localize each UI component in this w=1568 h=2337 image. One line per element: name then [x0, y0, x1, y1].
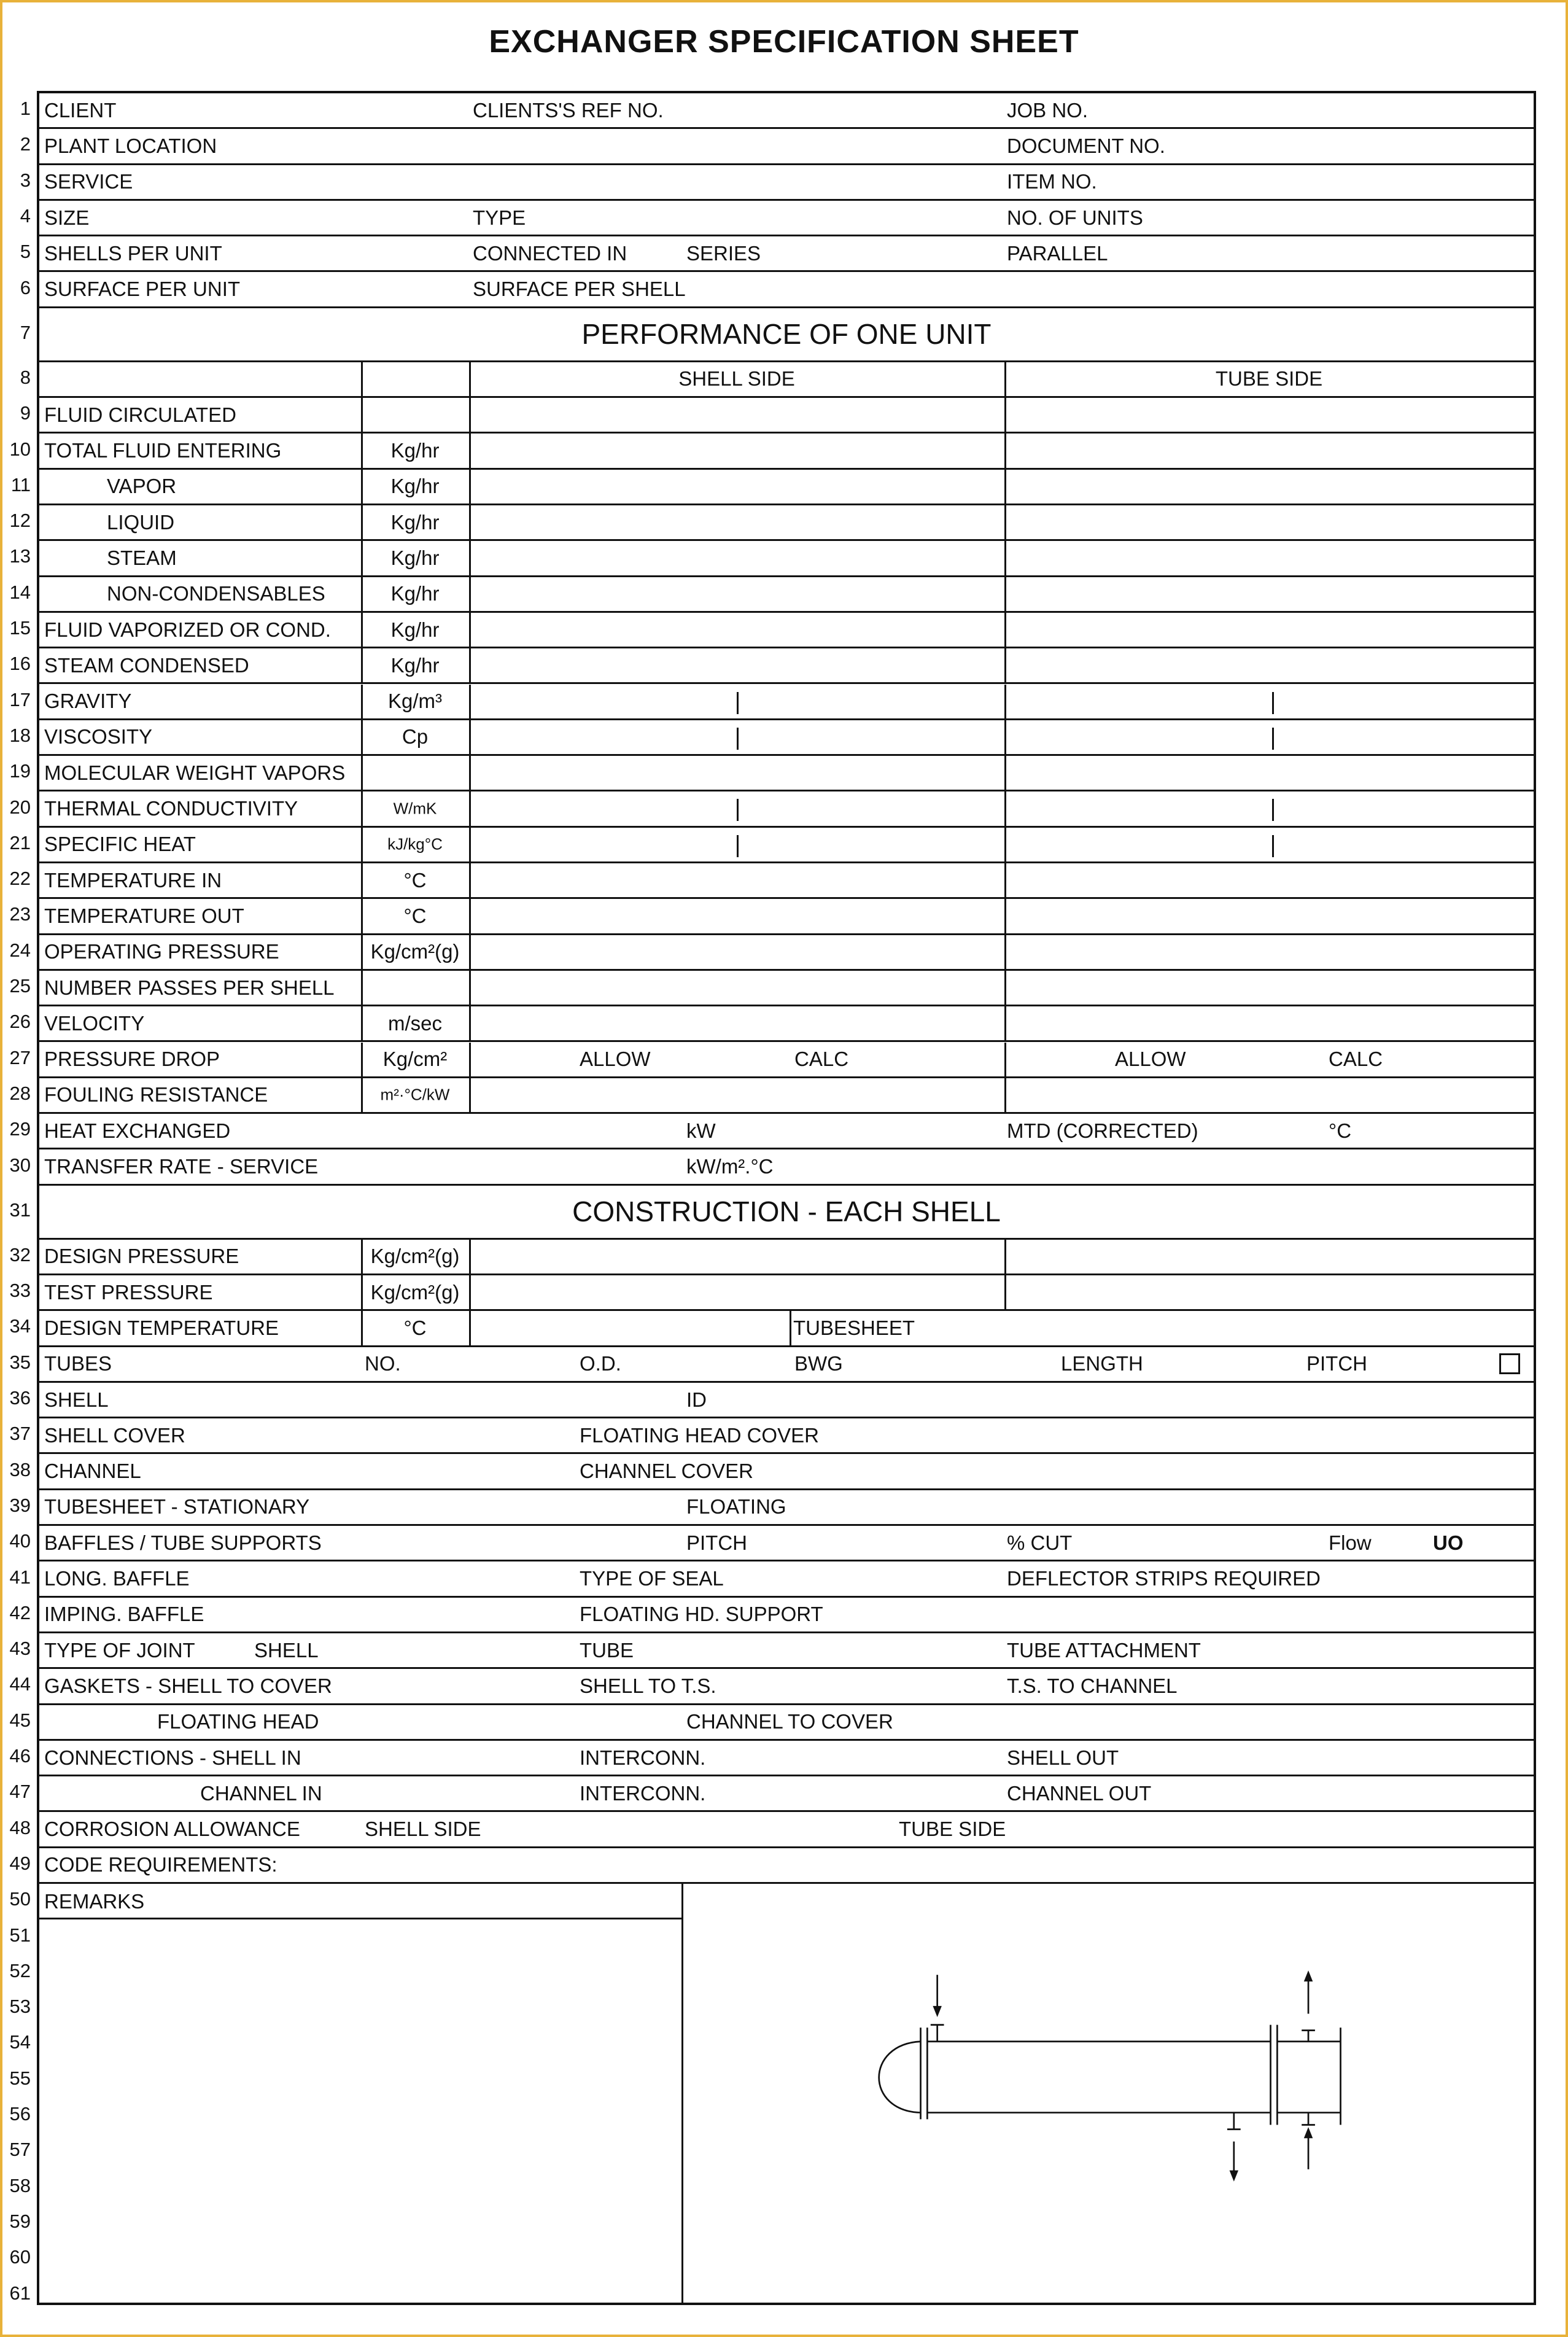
row-number: 17	[9, 688, 31, 710]
row-floating-head	[39, 1705, 1534, 1741]
design-pressure-label: DESIGN PRESSURE	[44, 1245, 239, 1268]
row-perf-9	[39, 398, 1534, 434]
row-perf-14	[39, 577, 1534, 613]
imping-baffle-label: IMPING. BAFFLE	[44, 1603, 204, 1626]
row-number: 24	[9, 939, 31, 961]
flow-label: Flow	[1329, 1531, 1372, 1554]
column-divider	[469, 899, 471, 933]
row-corrosion	[39, 1813, 1534, 1848]
column-divider	[469, 505, 471, 539]
row-test-pressure	[39, 1275, 1534, 1311]
column-divider	[1004, 828, 1006, 861]
uo-label: UO	[1433, 1531, 1464, 1554]
tube-allow-label: ALLOW	[1115, 1048, 1186, 1071]
column-divider	[361, 756, 363, 790]
design-pressure-unit: Kg/cm²(g)	[370, 1245, 460, 1268]
row-imping-baffle	[39, 1598, 1534, 1633]
column-divider	[469, 1006, 471, 1040]
column-divider	[1004, 470, 1006, 504]
row-connections-shell	[39, 1741, 1534, 1776]
column-divider	[469, 720, 471, 754]
perf-unit: kJ/kg°C	[387, 834, 443, 854]
column-divider	[469, 935, 471, 969]
row-number: 40	[9, 1530, 31, 1552]
connections-shell-in-label: CONNECTIONS - SHELL IN	[44, 1746, 301, 1769]
perf-label: VELOCITY	[44, 1011, 145, 1035]
sub-divider	[1272, 835, 1274, 857]
column-divider	[469, 1240, 471, 1273]
column-divider	[469, 863, 471, 897]
row-number: 10	[9, 438, 31, 460]
row-perf-28	[39, 1078, 1534, 1114]
baffles-label: BAFFLES / TUBE SUPPORTS	[44, 1531, 322, 1554]
tubes-od-label: O.D.	[580, 1352, 621, 1375]
column-divider	[469, 756, 471, 790]
clients-ref-label: CLIENTS'S REF NO.	[473, 98, 664, 122]
plant-location-label: PLANT LOCATION	[44, 134, 217, 157]
perf-unit: Kg/cm²	[382, 1048, 448, 1071]
row-number: 22	[9, 868, 31, 890]
remarks-label: REMARKS	[44, 1890, 145, 1913]
row-number: 5	[20, 241, 31, 263]
tube-side-header: TUBE SIDE	[1215, 367, 1323, 391]
row-surface	[39, 273, 1534, 308]
perf-unit: Kg/hr	[390, 475, 440, 498]
row-perf-21	[39, 828, 1534, 863]
row-number: 15	[9, 617, 31, 639]
row-number: 58	[9, 2174, 31, 2196]
perf-unit: Kg/hr	[390, 618, 440, 641]
row-perf-25	[39, 971, 1534, 1006]
code-requirements-label: CODE REQUIREMENTS:	[44, 1853, 278, 1876]
document-no-label: DOCUMENT NO.	[1007, 134, 1165, 157]
column-divider	[469, 434, 471, 467]
tubes-no-label: NO.	[365, 1352, 401, 1375]
job-no-label: JOB NO.	[1007, 98, 1089, 122]
perf-unit: Kg/hr	[390, 653, 440, 677]
row-number: 55	[9, 2067, 31, 2089]
row-number: 19	[9, 760, 31, 782]
column-divider	[469, 1078, 471, 1112]
size-label: SIZE	[44, 206, 90, 229]
sub-divider	[737, 692, 739, 714]
shell-out-label: SHELL OUT	[1007, 1746, 1119, 1769]
column-divider	[469, 828, 471, 861]
perf-unit: Kg/cm²(g)	[370, 940, 460, 963]
tubesheet-label: TUBESHEET	[793, 1316, 915, 1339]
column-divider	[469, 1311, 471, 1345]
row-number: 52	[9, 1959, 31, 1981]
design-temperature-unit: °C	[403, 1316, 427, 1339]
channel-to-cover-label: CHANNEL TO COVER	[686, 1710, 893, 1733]
channel-in-label: CHANNEL IN	[200, 1781, 322, 1805]
mtd-label: MTD (CORRECTED)	[1007, 1119, 1198, 1142]
column-divider	[1004, 398, 1006, 432]
row-number: 50	[9, 1888, 31, 1910]
pitch-checkbox[interactable]	[1499, 1353, 1520, 1374]
column-divider	[1004, 1006, 1006, 1040]
row-perf-12	[39, 505, 1534, 541]
tubesheet-stationary-label: TUBESHEET - STATIONARY	[44, 1495, 310, 1518]
perf-label: SPECIFIC HEAT	[44, 833, 196, 856]
row-perf-15	[39, 613, 1534, 648]
sub-divider	[737, 835, 739, 857]
perf-label: FOULING RESISTANCE	[44, 1083, 268, 1106]
perf-label: VAPOR	[107, 475, 177, 498]
column-divider	[361, 398, 363, 432]
row-number: 44	[9, 1673, 31, 1695]
row-number: 6	[20, 276, 31, 298]
tubes-length-label: LENGTH	[1061, 1352, 1143, 1375]
column-divider	[1004, 720, 1006, 754]
construction-heading: CONSTRUCTION - EACH SHELL	[572, 1196, 1001, 1228]
row-number: 23	[9, 903, 31, 925]
row-number: 7	[20, 321, 31, 343]
remarks-diagram-divider	[681, 1884, 683, 2303]
row-service	[39, 165, 1534, 201]
row-perf-17	[39, 685, 1534, 720]
row-number: 51	[9, 1924, 31, 1946]
row-construction-heading	[39, 1186, 1534, 1240]
row-number: 26	[9, 1011, 31, 1033]
perf-label: PRESSURE DROP	[44, 1048, 220, 1071]
corrosion-tube-side-label: TUBE SIDE	[899, 1818, 1006, 1841]
row-performance-heading	[39, 308, 1534, 362]
row-number: 28	[9, 1082, 31, 1104]
column-divider	[469, 541, 471, 575]
row-perf-23	[39, 899, 1534, 935]
pct-cut-label: % CUT	[1007, 1531, 1073, 1554]
shell-calc-label: CALC	[794, 1048, 849, 1071]
column-divider	[469, 1043, 471, 1076]
column-divider	[469, 577, 471, 611]
column-divider	[361, 971, 363, 1005]
baffle-pitch-label: PITCH	[686, 1531, 747, 1554]
row-number: 18	[9, 724, 31, 746]
row-tubesheet-stationary	[39, 1490, 1534, 1526]
tube-attachment-label: TUBE ATTACHMENT	[1007, 1638, 1201, 1662]
row-number: 20	[9, 796, 31, 818]
client-label: CLIENT	[44, 98, 117, 122]
row-shells-per-unit	[39, 236, 1534, 272]
perf-label: TEMPERATURE OUT	[44, 904, 244, 927]
sub-divider	[737, 728, 739, 750]
column-divider	[1004, 1078, 1006, 1112]
perf-label: LIQUID	[107, 510, 175, 534]
row-shell-cover	[39, 1418, 1534, 1454]
row-number: 53	[9, 1996, 31, 2018]
test-pressure-unit: Kg/cm²(g)	[370, 1280, 460, 1304]
sub-divider	[1272, 728, 1274, 750]
column-divider	[1004, 756, 1006, 790]
shell-and-tube-exchanger-sketch-icon	[817, 1953, 1369, 2186]
row-number: 8	[20, 366, 31, 388]
row-number: 3	[20, 169, 31, 191]
perf-label: STEAM CONDENSED	[44, 653, 249, 677]
row-number: 1	[20, 98, 31, 120]
row-number: 49	[9, 1852, 31, 1874]
row-number: 12	[9, 510, 31, 532]
surface-per-shell-label: SURFACE PER SHELL	[473, 278, 686, 301]
column-divider	[1004, 899, 1006, 933]
row-number: 46	[9, 1745, 31, 1767]
row-type-of-joint	[39, 1633, 1534, 1669]
row-perf-16	[39, 648, 1534, 684]
row-transfer-rate	[39, 1149, 1534, 1185]
kw-unit: kW	[686, 1119, 716, 1142]
floating-head-cover-label: FLOATING HEAD COVER	[580, 1423, 819, 1447]
row-long-baffle	[39, 1561, 1534, 1597]
tube-calc-label: CALC	[1329, 1048, 1383, 1071]
service-label: SERVICE	[44, 170, 133, 193]
column-divider	[790, 1311, 791, 1345]
type-of-seal-label: TYPE OF SEAL	[580, 1567, 724, 1590]
perf-unit: °C	[403, 904, 427, 927]
column-divider	[469, 685, 471, 718]
design-temperature-label: DESIGN TEMPERATURE	[44, 1316, 279, 1339]
perf-unit: Kg/hr	[390, 439, 440, 462]
perf-unit: °C	[403, 868, 427, 892]
column-divider	[1004, 613, 1006, 647]
long-baffle-label: LONG. BAFFLE	[44, 1567, 190, 1590]
column-divider	[469, 398, 471, 432]
row-baffles	[39, 1526, 1534, 1561]
row-number: 57	[9, 2139, 31, 2161]
row-perf-22	[39, 863, 1534, 899]
row-number: 32	[9, 1243, 31, 1266]
row-perf-26	[39, 1006, 1534, 1042]
floating-hd-support-label: FLOATING HD. SUPPORT	[580, 1603, 823, 1626]
row-number: 25	[9, 975, 31, 997]
column-divider	[1004, 1043, 1006, 1076]
channel-label: CHANNEL	[44, 1460, 141, 1483]
perf-label: VISCOSITY	[44, 725, 153, 749]
row-number: 39	[9, 1494, 31, 1516]
column-divider	[1004, 935, 1006, 969]
row-number: 59	[9, 2210, 31, 2232]
sub-divider	[737, 799, 739, 821]
column-divider	[469, 971, 471, 1005]
shell-cover-label: SHELL COVER	[44, 1423, 185, 1447]
parallel-label: PARALLEL	[1007, 241, 1108, 265]
joint-shell-label: SHELL	[254, 1638, 319, 1662]
surface-per-unit-label: SURFACE PER UNIT	[44, 278, 241, 301]
row-number: 45	[9, 1709, 31, 1731]
row-number: 30	[9, 1154, 31, 1176]
perf-label: NON-CONDENSABLES	[107, 582, 325, 605]
row-number: 60	[9, 2246, 31, 2268]
row-side-headers	[39, 362, 1534, 398]
shell-to-ts-label: SHELL TO T.S.	[580, 1674, 716, 1697]
row-code	[39, 1848, 1534, 1884]
channel-cover-label: CHANNEL COVER	[580, 1460, 753, 1483]
perf-label: THERMAL CONDUCTIVITY	[44, 797, 298, 820]
column-divider	[469, 613, 471, 647]
type-label: TYPE	[473, 206, 526, 229]
floating-label: FLOATING	[686, 1495, 786, 1518]
column-divider	[361, 362, 363, 396]
row-remarks	[39, 1884, 1534, 1919]
corrosion-shell-side-label: SHELL SIDE	[365, 1818, 481, 1841]
column-divider	[1004, 1240, 1006, 1273]
perf-label: FLUID VAPORIZED OR COND.	[44, 618, 331, 641]
column-divider	[1004, 791, 1006, 825]
row-number: 47	[9, 1781, 31, 1803]
column-divider	[469, 791, 471, 825]
row-number: 54	[9, 2031, 31, 2053]
item-no-label: ITEM NO.	[1007, 170, 1097, 193]
perf-unit: Cp	[402, 725, 429, 749]
column-divider	[469, 648, 471, 682]
column-divider	[1004, 971, 1006, 1005]
perf-unit: Kg/m³	[387, 690, 442, 713]
row-perf-11	[39, 470, 1534, 505]
corrosion-allowance-label: CORROSION ALLOWANCE	[44, 1818, 300, 1841]
column-divider	[1004, 1275, 1006, 1309]
row-heat-exchanged	[39, 1114, 1534, 1149]
column-divider	[1004, 505, 1006, 539]
row-perf-10	[39, 434, 1534, 469]
perf-unit: Kg/hr	[390, 582, 440, 605]
ts-to-channel-label: T.S. TO CHANNEL	[1007, 1674, 1178, 1697]
row-number: 11	[10, 473, 31, 496]
row-channel	[39, 1455, 1534, 1490]
perf-label: GRAVITY	[44, 690, 132, 713]
perf-label: FLUID CIRCULATED	[44, 403, 236, 426]
sub-divider	[1272, 799, 1274, 821]
row-number: 2	[20, 133, 31, 155]
column-divider	[469, 1275, 471, 1309]
row-client	[39, 93, 1534, 129]
row-number: 21	[9, 831, 31, 854]
row-perf-20	[39, 791, 1534, 827]
tubes-label: TUBES	[44, 1352, 112, 1375]
joint-tube-label: TUBE	[580, 1638, 634, 1662]
perf-unit: m²·°C/kW	[380, 1085, 450, 1104]
row-number: 27	[9, 1046, 31, 1068]
mtd-unit: °C	[1329, 1119, 1352, 1142]
row-number: 14	[9, 581, 31, 603]
page-title: EXCHANGER SPECIFICATION SHEET	[489, 24, 1079, 60]
connected-in-label: CONNECTED IN	[473, 241, 627, 265]
column-divider	[1004, 685, 1006, 718]
row-number: 56	[9, 2103, 31, 2125]
perf-label: TOTAL FLUID ENTERING	[44, 439, 282, 462]
column-divider	[1004, 577, 1006, 611]
row-number: 35	[9, 1351, 31, 1373]
column-divider	[469, 470, 471, 504]
transfer-rate-label: TRANSFER RATE - SERVICE	[44, 1155, 319, 1178]
perf-label: STEAM	[107, 546, 177, 569]
row-perf-19	[39, 756, 1534, 791]
performance-heading: PERFORMANCE OF ONE UNIT	[581, 318, 992, 351]
perf-unit: Kg/hr	[390, 510, 440, 534]
perf-unit: W/mK	[393, 799, 437, 818]
perf-unit: Kg/hr	[390, 546, 440, 569]
perf-label: OPERATING PRESSURE	[44, 940, 279, 963]
row-tubes	[39, 1347, 1534, 1383]
column-divider	[1004, 863, 1006, 897]
column-divider	[1004, 541, 1006, 575]
row-perf-13	[39, 541, 1534, 577]
tubes-pitch-label: PITCH	[1306, 1352, 1367, 1375]
test-pressure-label: TEST PRESSURE	[44, 1280, 213, 1304]
sub-divider	[1272, 692, 1274, 714]
row-number: 42	[9, 1601, 31, 1623]
row-number: 34	[9, 1315, 31, 1337]
row-number: 61	[9, 2282, 31, 2304]
row-number: 13	[9, 545, 31, 567]
row-shell	[39, 1383, 1534, 1418]
shell-label: SHELL	[44, 1388, 109, 1411]
row-design-pressure	[39, 1240, 1534, 1275]
row-number: 31	[9, 1199, 31, 1221]
floating-head-label: FLOATING HEAD	[157, 1710, 319, 1733]
perf-label: NUMBER PASSES PER SHELL	[44, 976, 335, 999]
shell-id-label: ID	[686, 1388, 707, 1411]
row-number: 33	[9, 1280, 31, 1302]
row-connections-channel	[39, 1776, 1534, 1812]
type-of-joint-label: TYPE OF JOINT	[44, 1638, 195, 1662]
column-divider	[1004, 648, 1006, 682]
row-number: 16	[9, 653, 31, 675]
row-number: 29	[9, 1118, 31, 1140]
remarks-underline	[39, 1918, 681, 1919]
channel-out-label: CHANNEL OUT	[1007, 1781, 1152, 1805]
column-divider	[1004, 434, 1006, 467]
transfer-rate-unit: kW/m².°C	[686, 1155, 774, 1178]
shell-allow-label: ALLOW	[580, 1048, 651, 1071]
row-perf-18	[39, 720, 1534, 756]
row-number: 38	[9, 1458, 31, 1480]
perf-label: MOLECULAR WEIGHT VAPORS	[44, 761, 346, 784]
row-plant-location	[39, 129, 1534, 165]
gaskets-label: GASKETS - SHELL TO COVER	[44, 1674, 332, 1697]
interconn-label-1: INTERCONN.	[580, 1746, 706, 1769]
row-number: 9	[20, 402, 31, 424]
row-size	[39, 201, 1534, 236]
row-design-temperature	[39, 1311, 1534, 1347]
row-number: 48	[9, 1816, 31, 1838]
series-label: SERIES	[686, 241, 761, 265]
interconn-label-2: INTERCONN.	[580, 1781, 706, 1805]
row-gaskets	[39, 1669, 1534, 1705]
shells-per-unit-label: SHELLS PER UNIT	[44, 241, 222, 265]
deflector-strips-label: DEFLECTOR STRIPS REQUIRED	[1007, 1567, 1321, 1590]
row-number: 41	[9, 1566, 31, 1588]
heat-exchanged-label: HEAT EXCHANGED	[44, 1119, 231, 1142]
perf-unit: m/sec	[387, 1011, 442, 1035]
row-number: 4	[20, 205, 31, 227]
perf-label: TEMPERATURE IN	[44, 868, 222, 892]
row-number: 36	[9, 1387, 31, 1409]
no-of-units-label: NO. OF UNITS	[1007, 206, 1143, 229]
tubes-bwg-label: BWG	[794, 1352, 843, 1375]
row-number: 37	[9, 1423, 31, 1445]
row-perf-27	[39, 1043, 1534, 1078]
shell-side-header: SHELL SIDE	[678, 367, 795, 391]
row-perf-24	[39, 935, 1534, 971]
row-number: 43	[9, 1638, 31, 1660]
